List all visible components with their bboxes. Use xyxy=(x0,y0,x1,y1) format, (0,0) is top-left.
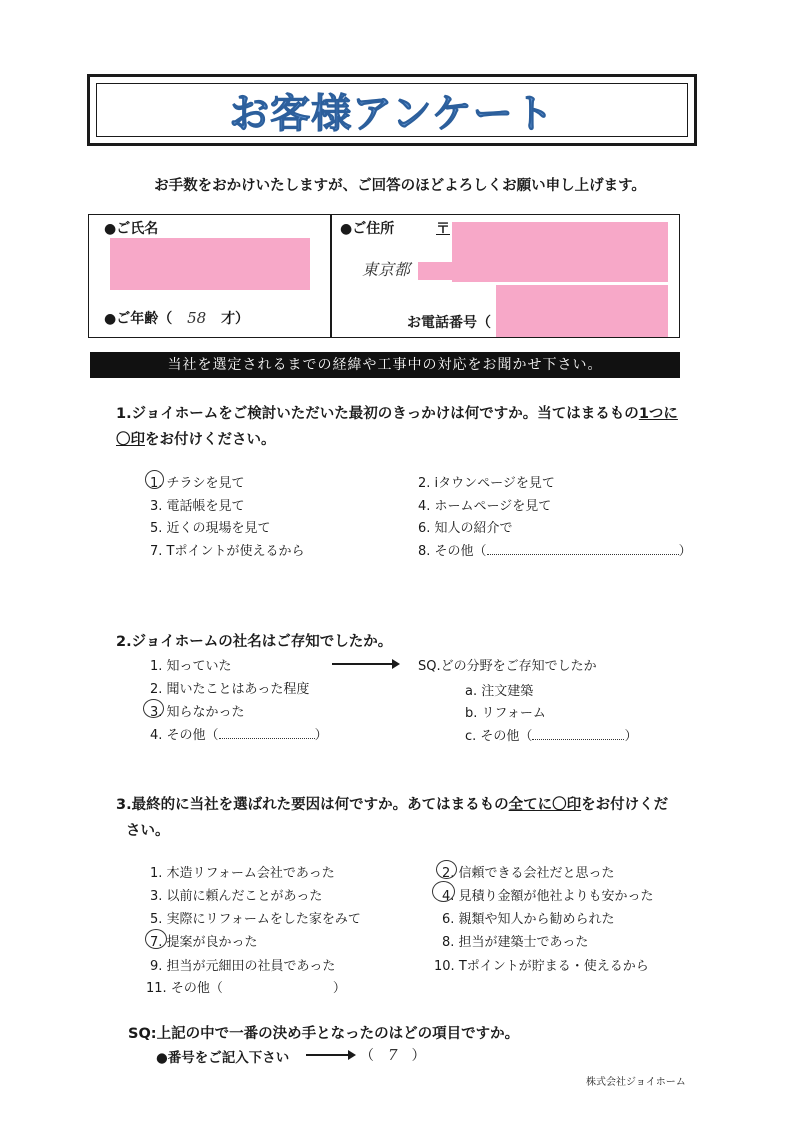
q3-text-c: をお付けくだ xyxy=(581,797,669,813)
intro-text: お手数をおかけいたしますが、ご回答のほどよろしくお願い申し上げます。 xyxy=(154,178,646,194)
postal-mark: 〒 xyxy=(436,221,450,237)
number-label: ●番号をご記入下さい xyxy=(156,1050,290,1066)
address-redaction-2 xyxy=(418,262,464,280)
q1-text-a: 1.ジョイホームをご検討いただいた最初のきっかけは何ですか。当てはまるもの xyxy=(116,406,639,422)
q2-option-3[interactable]: 3. 知らなかった xyxy=(150,705,245,720)
q1-text-d: をお付けください。 xyxy=(145,432,276,448)
q2-other-blank[interactable] xyxy=(219,726,315,739)
q1-option-3[interactable]: 3. 電話帳を見て xyxy=(150,499,245,514)
q2-option-4[interactable]: 4. その他（ ） xyxy=(150,728,328,743)
q3-option-5[interactable]: 5. 実際にリフォームをした家をみて xyxy=(150,912,361,927)
q3-option-6[interactable]: 6. 親類や知人から勧められた xyxy=(442,912,615,927)
address-redaction-1 xyxy=(452,222,668,282)
final-number-value[interactable]: 7 xyxy=(388,1046,398,1064)
age-label-suffix: 才） xyxy=(221,311,250,327)
q3-option-10[interactable]: 10. Tポイントが貯まる・使えるから xyxy=(434,959,649,974)
q1-option-1[interactable]: 1. チラシを見て xyxy=(150,476,245,491)
q3-option-9[interactable]: 9. 担当が元細田の社員であった xyxy=(150,959,336,974)
q1-text-c: 〇印 xyxy=(116,432,145,448)
age-label-prefix: ●ご年齢（ xyxy=(104,311,173,327)
arrow-right-icon xyxy=(332,663,398,665)
q3-option-3[interactable]: 3. 以前に頼んだことがあった xyxy=(150,889,323,904)
address-value[interactable]: 東京都 xyxy=(362,260,411,279)
arrow-right-icon-2 xyxy=(306,1054,354,1056)
title-box xyxy=(87,74,697,146)
q1-option-4[interactable]: 4. ホームページを見て xyxy=(418,499,552,514)
info-divider xyxy=(330,214,332,338)
q3-text-d: さい。 xyxy=(126,823,170,839)
q1-option-6[interactable]: 6. 知人の紹介で xyxy=(418,521,513,536)
q3-option-8[interactable]: 8. 担当が建築士であった xyxy=(442,935,589,950)
q3-text-a: 3.最終的に当社を選ばれた要因は何ですか。あてはまるもの xyxy=(116,797,509,813)
q2-sub-option-c[interactable]: c. その他（ ） xyxy=(465,729,638,744)
q3-option-11[interactable]: 11. その他（ ） xyxy=(146,981,346,996)
q1-option-5[interactable]: 5. 近くの現場を見て xyxy=(150,521,271,536)
phone-label: お電話番号（ xyxy=(407,315,491,331)
q2-option-1[interactable]: 1. 知っていた xyxy=(150,659,232,674)
q2-sub-option-b[interactable]: b. リフォーム xyxy=(465,706,546,721)
age-row xyxy=(104,308,249,328)
name-label: ●ご氏名 xyxy=(104,221,159,237)
company-name: 株式会社ジョイホーム xyxy=(586,1077,686,1088)
q1-option-8[interactable]: 8. その他（ ） xyxy=(418,544,692,559)
age-value[interactable]: 58 xyxy=(187,309,207,327)
q2-sub-option-a[interactable]: a. 注文建築 xyxy=(465,684,534,699)
question-1 xyxy=(116,401,716,453)
q2-sub-other-blank[interactable] xyxy=(532,727,624,740)
q3-option-1[interactable]: 1. 木造リフォーム会社であった xyxy=(150,866,335,881)
question-3 xyxy=(116,792,726,844)
q1-option-2[interactable]: 2. iタウンページを見て xyxy=(418,476,555,491)
q3-option-2[interactable]: 2. 信頼できる会社だと思った xyxy=(442,866,615,881)
q1-other-blank[interactable] xyxy=(487,542,679,555)
q2-option-2[interactable]: 2. 聞いたことはあった程度 xyxy=(150,682,310,697)
q2-sq-text: SQ.どの分野をご存知でしたか xyxy=(418,659,597,674)
q1-text-b: 1つに xyxy=(638,406,678,422)
phone-redaction xyxy=(496,285,668,337)
q3-text-b: 全てに〇印 xyxy=(508,797,582,813)
address-label: ●ご住所 xyxy=(340,221,395,237)
q3-option-7[interactable]: 7. 提案が良かった xyxy=(150,935,258,950)
q1-option-7[interactable]: 7. Tポイントが使えるから xyxy=(150,544,305,559)
page-title: お客様アンケート xyxy=(229,90,555,137)
final-number-field[interactable]: （ 7 ） xyxy=(360,1046,426,1064)
final-sq-text: SQ:上記の中で一番の決め手となったのはどの項目ですか。 xyxy=(128,1026,520,1042)
q3-option-4[interactable]: 4. 見積り金額が他社よりも安かった xyxy=(442,889,654,904)
section-banner: 当社を選定されるまでの経緯や工事中の対応をお聞かせ下さい。 xyxy=(90,352,680,378)
question-2: 2.ジョイホームの社名はご存知でしたか。 xyxy=(116,634,393,650)
name-redaction xyxy=(110,238,310,290)
